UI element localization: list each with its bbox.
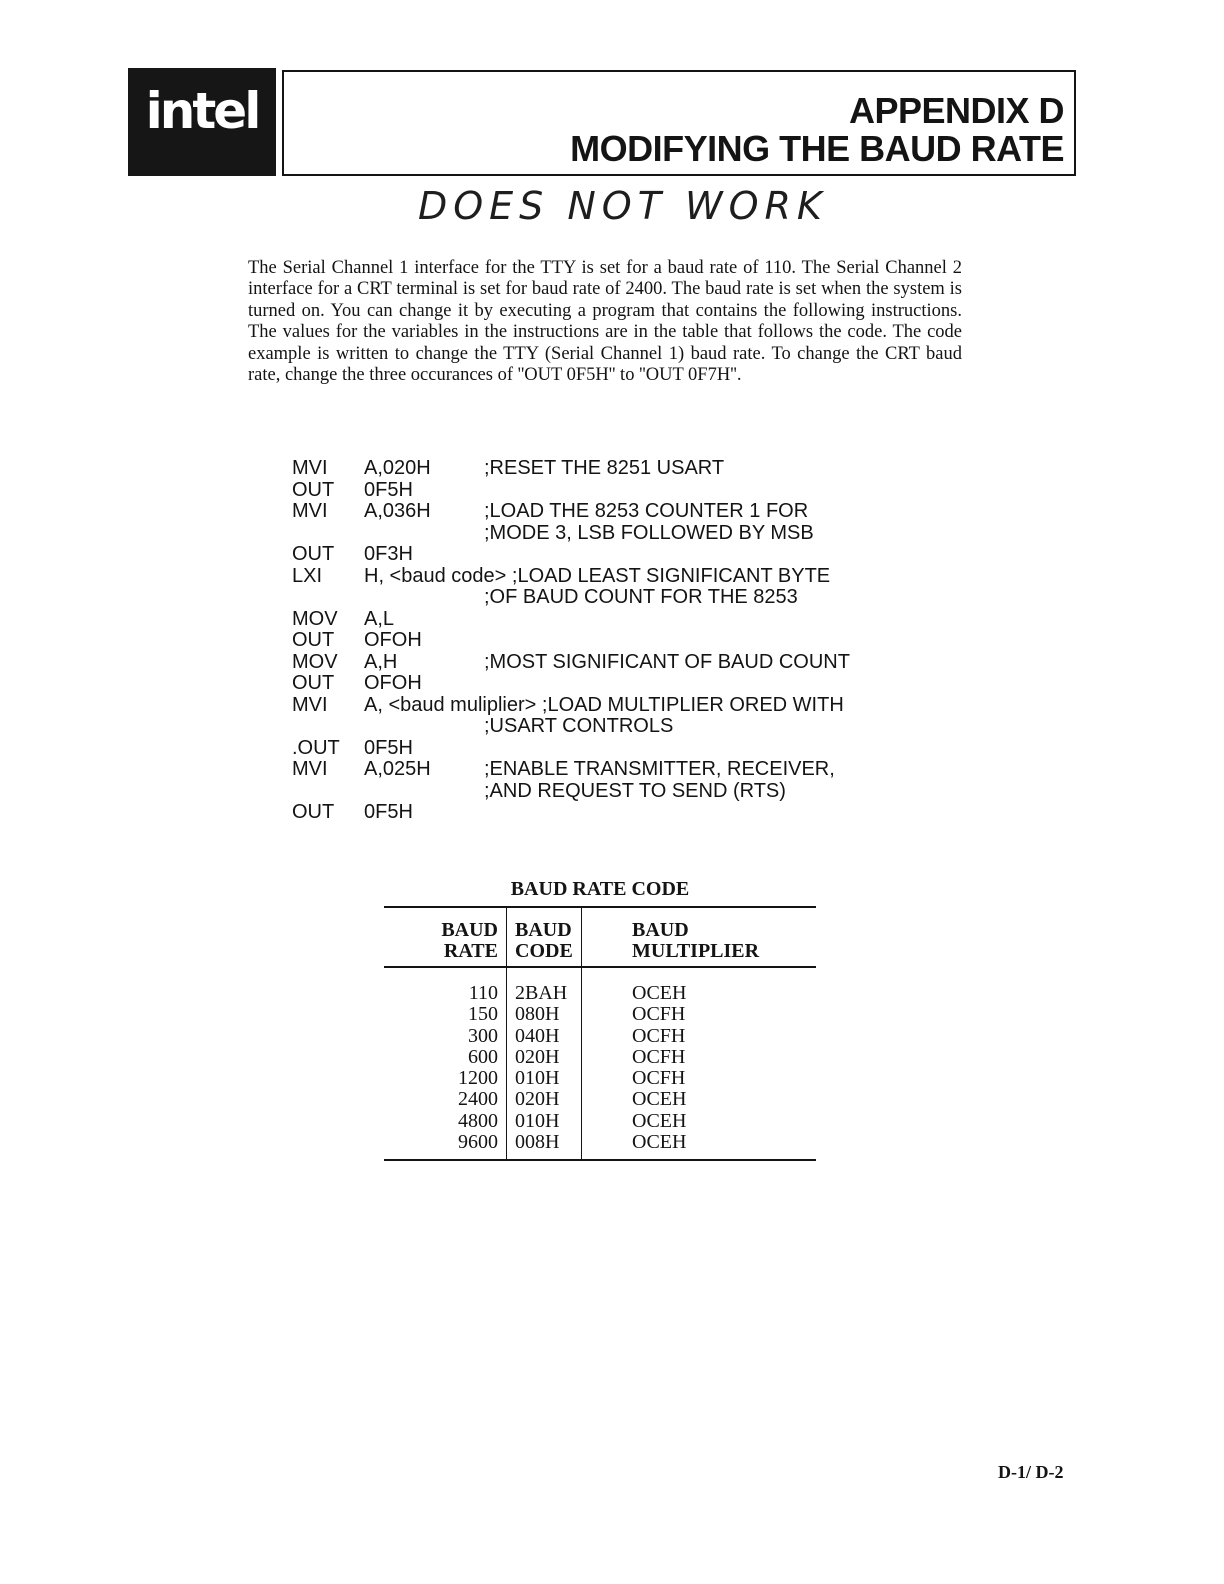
code-comment: ;RESET THE 8251 USART <box>484 457 725 479</box>
header-baud-code: BAUD CODE <box>507 907 582 967</box>
code-arg <box>364 587 484 609</box>
code-arg: A, <baud muliplier> <box>364 693 537 716</box>
cell-multiplier: OCEH <box>632 1109 687 1132</box>
code-arg <box>364 781 484 803</box>
code-comment: ;ENABLE TRANSMITTER, RECEIVER, <box>484 758 835 780</box>
table-body <box>384 967 816 1160</box>
code-line <box>292 630 850 652</box>
code-arg: A,H <box>364 650 398 673</box>
cell-code: 010H <box>507 1111 582 1132</box>
code-line <box>292 652 850 674</box>
table-row <box>384 967 816 1004</box>
code-arg: A,036H <box>364 500 431 522</box>
code-listing <box>292 458 850 824</box>
page-number: D-1/ D-2 <box>998 1462 1064 1482</box>
cell-rate: 110 <box>384 967 507 1004</box>
code-comment: ;USART CONTROLS <box>484 715 674 737</box>
code-line <box>292 802 850 824</box>
page-title: MODIFYING THE BAUD RATE <box>570 128 1064 169</box>
code-line <box>292 738 850 760</box>
code-op <box>292 523 364 545</box>
intro-paragraph: The Serial Channel 1 interface for the TTY is set for a baud rate of 110. The Serial Channel 2 interface for a CRT terminal is set for baud rate of 2400. The baud rate is set when the system is turned on. You can change it by executing a program that contains the following instructions. The values for the variables in the instructions are in the table that follows the code. The code example is written to change the TTY (Serial Channel 1) baud rate. To change the CRT baud rate, change the three occurances of ''OUT 0F5H'' to ''OUT 0F7H''. <box>248 258 962 386</box>
cell-multiplier: OCFH <box>632 1067 686 1090</box>
code-comment: ;LOAD MULTIPLIER ORED WITH <box>536 693 844 716</box>
cell-multiplier: OCEH <box>632 1131 687 1154</box>
cell-rate: 4800 <box>384 1111 507 1132</box>
code-op: OUT <box>292 672 335 694</box>
code-op: MOV <box>292 650 338 673</box>
code-comment: ;LOAD THE 8253 COUNTER 1 FOR <box>484 500 809 522</box>
cell-multiplier: OCEH <box>632 1088 687 1111</box>
code-arg: H, <baud code> <box>364 564 507 587</box>
code-line <box>292 781 850 803</box>
cell-code: 020H <box>507 1047 582 1068</box>
cell-code: 2BAH <box>507 967 582 1004</box>
code-op <box>292 587 364 609</box>
code-line <box>292 695 850 717</box>
table-row <box>384 1089 816 1110</box>
code-op: LXI <box>292 564 323 587</box>
code-arg: A,020H <box>364 457 431 479</box>
code-op: MVI <box>292 693 328 716</box>
code-line <box>292 458 850 480</box>
code-arg <box>364 523 484 545</box>
cell-code: 040H <box>507 1026 582 1047</box>
cell-rate: 300 <box>384 1026 507 1047</box>
code-comment: ;LOAD LEAST SIGNIFICANT BYTE <box>506 564 831 587</box>
code-line <box>292 609 850 631</box>
cell-multiplier: OCFH <box>632 1045 686 1068</box>
code-op: OUT <box>292 629 335 651</box>
code-line <box>292 566 850 588</box>
code-line <box>292 544 850 566</box>
code-arg: 0F3H <box>364 543 413 565</box>
code-line <box>292 716 850 738</box>
code-arg: 0F5H <box>364 736 413 759</box>
cell-code: 010H <box>507 1068 582 1089</box>
code-op: .OUT <box>292 736 340 759</box>
code-op: MVI <box>292 500 328 522</box>
code-arg: 0F5H <box>364 478 413 501</box>
header-baud-rate: BAUD RATE <box>384 907 507 967</box>
logo-text: intel <box>145 82 259 140</box>
baud-rate-table <box>384 906 816 1161</box>
cell-multiplier: OCFH <box>632 1003 686 1026</box>
code-line <box>292 759 850 781</box>
code-line <box>292 587 850 609</box>
table-row <box>384 1068 816 1089</box>
code-op: MVI <box>292 758 328 780</box>
cell-multiplier: OCFH <box>632 1024 686 1047</box>
page-header <box>282 70 1076 176</box>
table-title: BAUD RATE CODE <box>510 878 690 900</box>
code-op <box>292 781 364 803</box>
cell-code: 008H <box>507 1132 582 1160</box>
code-comment: ;OF BAUD COUNT FOR THE 8253 <box>484 586 798 608</box>
code-arg: OFOH <box>364 672 422 694</box>
code-op: MOV <box>292 607 338 630</box>
code-line <box>292 523 850 545</box>
cell-multiplier: OCEH <box>632 982 687 1004</box>
code-line <box>292 501 850 523</box>
cell-rate: 1200 <box>384 1068 507 1089</box>
code-op: OUT <box>292 801 335 823</box>
handwritten-annotation: DOES NOT WORK <box>418 184 828 228</box>
table-row <box>384 1026 816 1047</box>
table-header-row <box>384 907 816 967</box>
table-row <box>384 1111 816 1132</box>
code-op: MVI <box>292 457 328 479</box>
appendix-label: APPENDIX D <box>848 90 1064 131</box>
code-comment: ;MODE 3, LSB FOLLOWED BY MSB <box>484 521 814 544</box>
code-arg: A,L <box>364 607 395 630</box>
code-comment: ;AND REQUEST TO SEND (RTS) <box>484 779 786 802</box>
code-line <box>292 673 850 695</box>
header-baud-multiplier: BAUD MULTIPLIER <box>632 919 760 962</box>
code-arg: 0F5H <box>364 801 413 823</box>
cell-rate: 2400 <box>384 1089 507 1110</box>
code-op: OUT <box>292 543 335 565</box>
cell-code: 080H <box>507 1004 582 1025</box>
cell-rate: 600 <box>384 1047 507 1068</box>
table-row <box>384 1004 816 1025</box>
code-op <box>292 716 364 738</box>
intel-logo <box>128 68 276 176</box>
code-arg <box>364 716 484 738</box>
code-arg: A,025H <box>364 758 431 780</box>
table-row <box>384 1132 816 1160</box>
table-row <box>384 1047 816 1068</box>
cell-code: 020H <box>507 1089 582 1110</box>
code-line <box>292 480 850 502</box>
cell-rate: 9600 <box>384 1132 507 1160</box>
code-arg: OFOH <box>364 629 422 651</box>
code-comment: ;MOST SIGNIFICANT OF BAUD COUNT <box>484 650 850 673</box>
cell-rate: 150 <box>384 1004 507 1025</box>
code-op: OUT <box>292 478 335 501</box>
